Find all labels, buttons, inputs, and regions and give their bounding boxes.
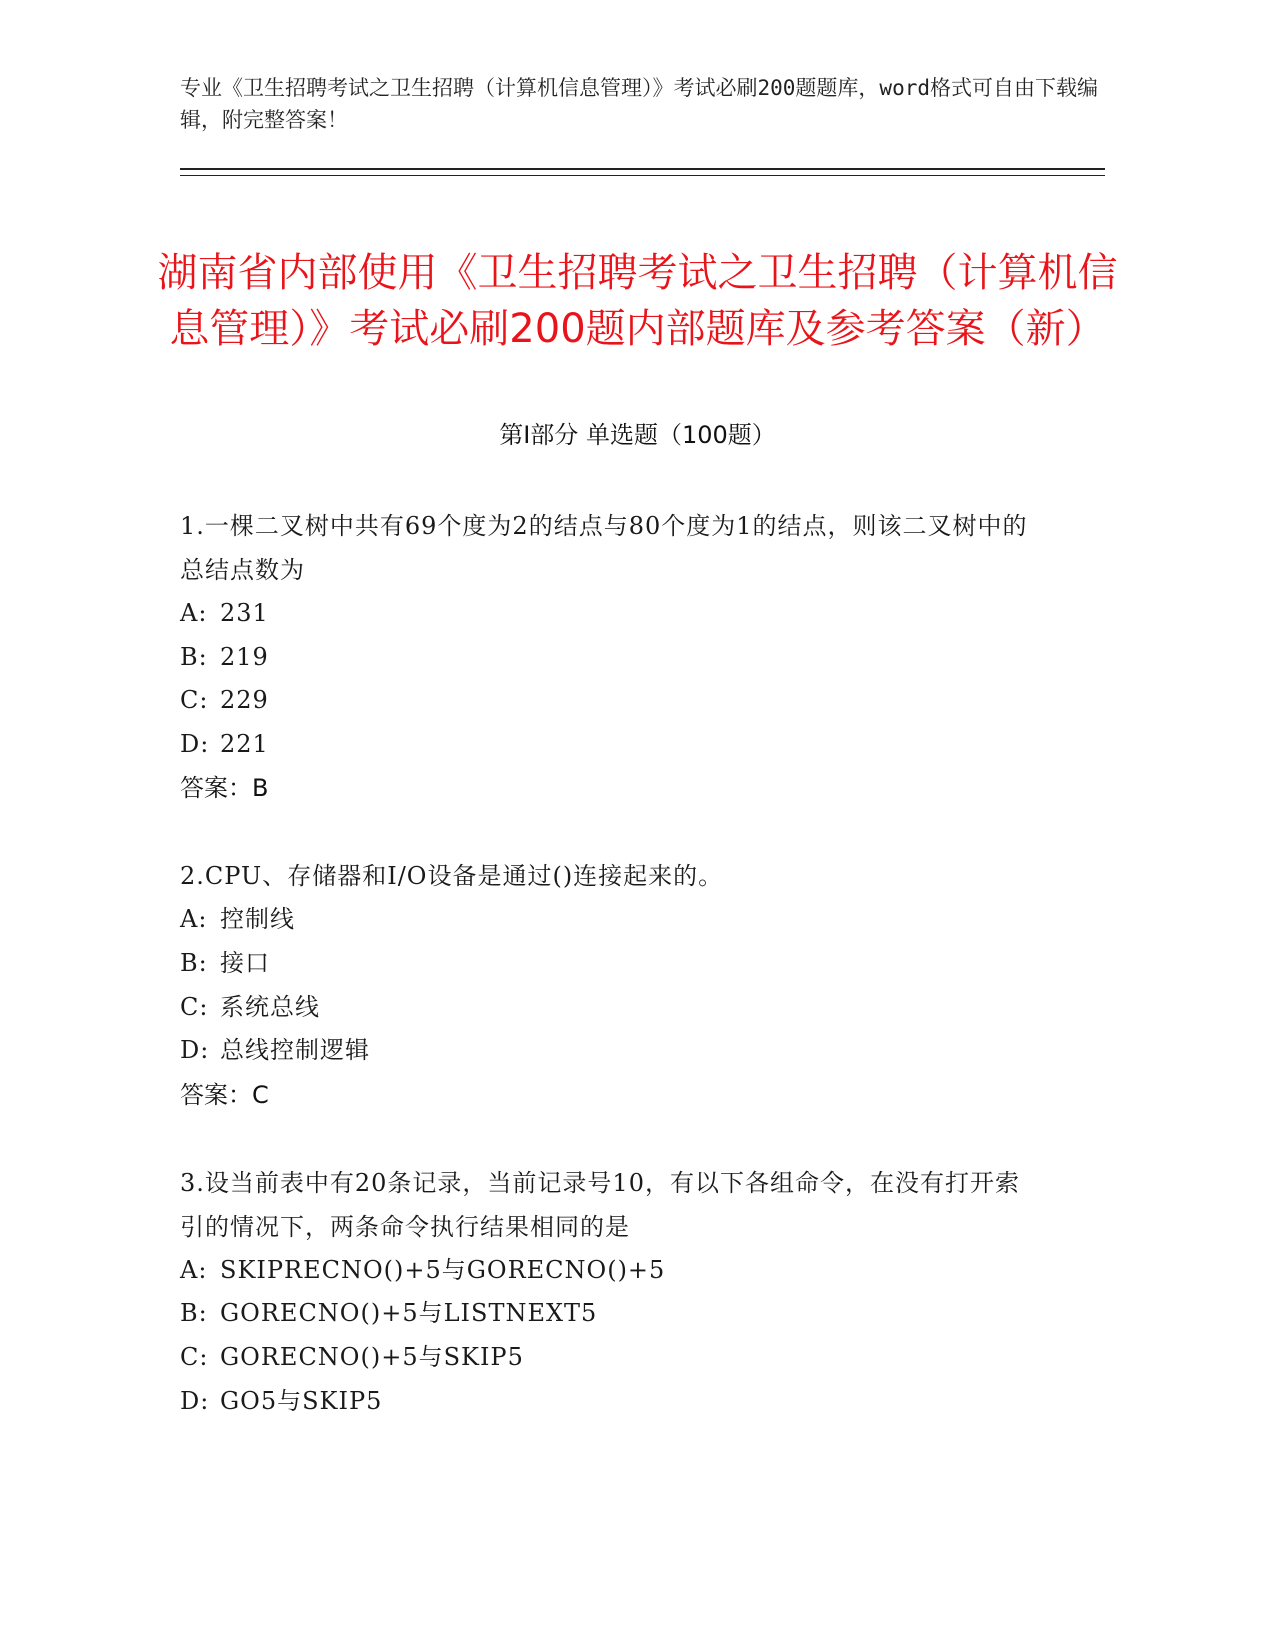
option-letter: D: bbox=[180, 729, 210, 758]
option-text: 229 bbox=[220, 686, 269, 715]
option-c bbox=[180, 986, 1040, 1030]
section-heading: 第Ⅰ部分 单选题（100题） bbox=[499, 421, 776, 449]
answer-line: 答案：C bbox=[180, 1080, 269, 1109]
question-stem: 1.一棵二叉树中共有69个度为2的结点与80个度为1的结点，则该二叉树中的总结点数为 bbox=[180, 512, 1028, 584]
option-text: SKIPRECNO()+5与GORECNO()+5 bbox=[220, 1255, 666, 1284]
question-3 bbox=[180, 1161, 1040, 1423]
header-note: 专业《卫生招聘考试之卫生招聘（计算机信息管理）》考试必刷200题题库，word格式可自由下载编辑，附完整答案！ bbox=[180, 76, 1098, 132]
option-c bbox=[180, 679, 1040, 723]
question-list bbox=[180, 504, 1040, 1467]
option-letter: C: bbox=[180, 992, 209, 1021]
option-letter: A: bbox=[180, 905, 208, 934]
option-letter: B: bbox=[180, 642, 208, 671]
option-b bbox=[180, 636, 1040, 680]
option-text: 接口 bbox=[220, 948, 270, 977]
question-1 bbox=[180, 504, 1040, 810]
option-a bbox=[180, 1249, 1040, 1293]
document-title: 湖南省内部使用《卫生招聘考试之卫生招聘（计算机信息管理）》考试必刷200题内部题库及参考答案（新） bbox=[157, 249, 1118, 352]
header-divider-thick bbox=[180, 168, 1105, 170]
question-2 bbox=[180, 854, 1040, 1116]
option-letter: A: bbox=[180, 1255, 208, 1284]
option-d bbox=[180, 723, 1040, 767]
option-text: 219 bbox=[220, 642, 269, 671]
option-d bbox=[180, 1380, 1040, 1424]
option-a bbox=[180, 898, 1040, 942]
option-d bbox=[180, 1029, 1040, 1073]
option-letter: C: bbox=[180, 686, 209, 715]
option-text: 总线控制逻辑 bbox=[220, 1036, 370, 1065]
question-stem: 3.设当前表中有20条记录，当前记录号10，有以下各组命令，在没有打开索引的情况下，两条命令执行结果相同的是 bbox=[180, 1168, 1020, 1241]
option-text: GO5与SKIP5 bbox=[220, 1386, 383, 1415]
option-text: GORECNO()+5与LISTNEXT5 bbox=[220, 1299, 598, 1328]
option-letter: A: bbox=[180, 599, 208, 627]
option-text: GORECNO()+5与SKIP5 bbox=[220, 1342, 524, 1371]
option-letter: B: bbox=[180, 948, 208, 977]
option-text: 221 bbox=[220, 729, 269, 758]
option-a bbox=[180, 592, 1040, 636]
option-letter: D: bbox=[180, 1386, 210, 1415]
option-text: 控制线 bbox=[220, 905, 295, 934]
option-letter: C: bbox=[180, 1342, 209, 1371]
question-stem: 2.CPU、存储器和I/O设备是通过()连接起来的。 bbox=[180, 862, 724, 891]
option-b bbox=[180, 1292, 1040, 1336]
option-letter: D: bbox=[180, 1036, 210, 1065]
answer-line: 答案：B bbox=[180, 774, 269, 803]
option-b bbox=[180, 942, 1040, 986]
option-text: 231 bbox=[220, 599, 269, 627]
option-c bbox=[180, 1336, 1040, 1380]
option-text: 系统总线 bbox=[220, 992, 320, 1021]
option-letter: B: bbox=[180, 1299, 208, 1328]
header-divider-thin bbox=[180, 175, 1105, 176]
